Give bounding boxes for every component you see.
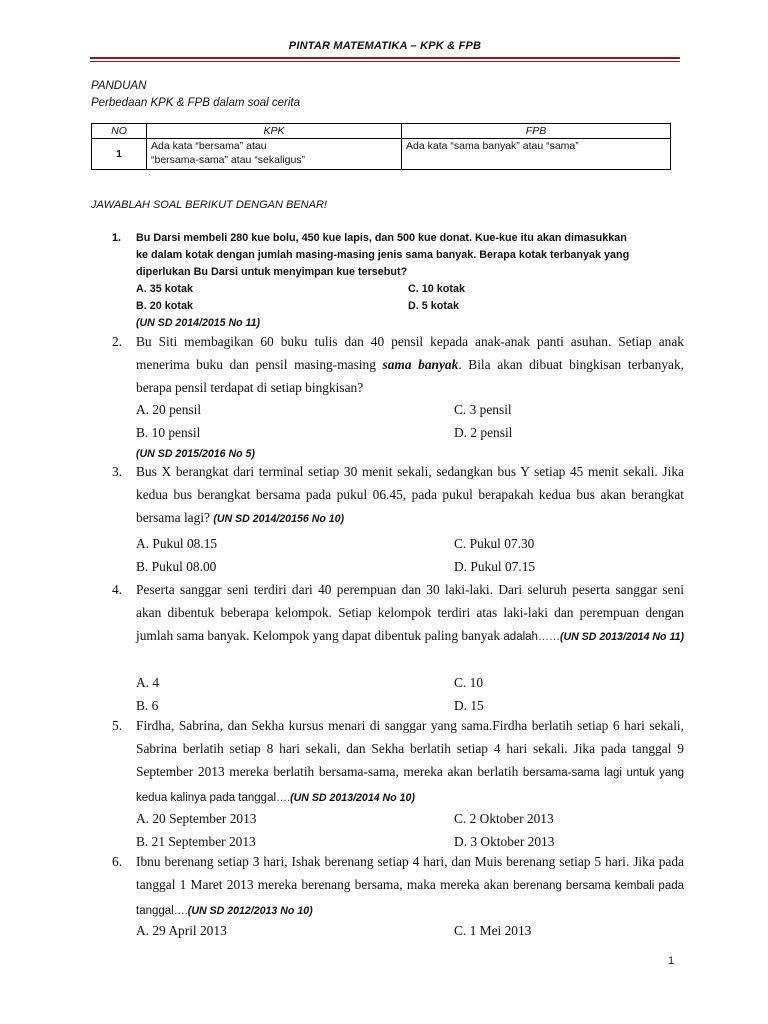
option-c: C. 10 kotak (408, 283, 466, 295)
question-source: (UN SD 2015/2016 No 5) (136, 448, 255, 460)
option-d: D. 3 Oktober 2013 (454, 834, 555, 849)
option-c: C. Pukul 07.30 (454, 536, 535, 551)
guide-subtitle: Perbedaan KPK & FPB dalam soal cerita (91, 97, 301, 109)
question-number: 5. (112, 718, 123, 733)
option-c: C. 10 (454, 675, 484, 690)
option-b: B. 10 pensil (136, 425, 201, 440)
table-header-row (92, 124, 671, 139)
header-rule-thick (90, 57, 680, 59)
question-text (136, 460, 684, 531)
question-text-part: . Bila akan dibuat bingkisan terbanyak, berapa pensil terdapat di setiap bingkisan? (136, 357, 684, 395)
option-a: A. 4 (136, 675, 160, 690)
option-b: B. Pukul 08.00 (136, 559, 217, 574)
kpk-line-2: “bersama-sama” atau “sekaligus” (151, 154, 306, 166)
question-number: 2. (112, 334, 123, 349)
option-d: D. 5 kotak (408, 300, 460, 312)
option-b: B. 21 September 2013 (136, 834, 256, 849)
kpk-fpb-table (91, 123, 671, 170)
table-header-no: NO (92, 124, 147, 139)
option-a: A. 20 pensil (136, 402, 202, 417)
option-c: C. 2 Oktober 2013 (454, 811, 554, 826)
question-source: (UN SD 2013/2014 No 10) (290, 792, 415, 804)
question-dots: …. (276, 792, 291, 804)
question-text (136, 714, 684, 810)
question-number: 3. (112, 464, 123, 479)
question-text-part: Bus X berangkat dari terminal setiap 30 menit sekali, sedangkan bus Y setiap 45 menit sekali. Jika kedua bus berangkat bersama pada pukul 06.45, pada pukul berapakah kedua bus akan berangkat bersama lagi? (136, 464, 684, 525)
table-header-kpk: KPK (147, 124, 402, 139)
emphasis-text: sama banyak (382, 357, 459, 372)
header-rule-thin (90, 61, 680, 62)
question-text-part: Bu Siti membagikan 60 buku tulis dan 40 pensil kepada anak-anak panti asuhan. Setiap anak menerima buku dan pensil masing-masing (136, 334, 684, 372)
instruction: JAWABLAH SOAL BERIKUT DENGAN BENAR! (91, 199, 327, 211)
page-number: 1 (668, 955, 675, 967)
option-b: B. 20 kotak (136, 300, 194, 312)
option-a: A. Pukul 08.15 (136, 536, 218, 551)
question-number: 1. (112, 232, 122, 244)
option-a: A. 20 September 2013 (136, 811, 257, 826)
question-text (136, 330, 684, 399)
question-text-part: Peserta sanggar seni terdiri dari 40 perempuan dan 30 laki-laki. Dari seluruh peserta sanggar seni akan dibentuk beberapa kelompok. Setiap kelompok terdiri atas laki-laki dan perempuan dengan jumlah sama banyak. Kelompok yang dapat dibentuk paling banyak (136, 582, 684, 643)
question-dots: …… (537, 631, 560, 643)
kpk-line-1: Ada kata “bersama” atau (151, 140, 267, 152)
question-number: 6. (112, 854, 123, 869)
question-lead: bersama-sama lagi untuk yang kedua kalinya pada tanggal (136, 767, 685, 804)
table-cell-no: 1 (92, 139, 147, 170)
question-lead: berenang bersama kembali pada tanggal (136, 880, 685, 917)
option-d: D. 15 (454, 698, 484, 713)
option-c: C. 1 Mei 2013 (454, 923, 532, 938)
question-line: ke dalam kotak dengan jumlah masing-masing jenis sama banyak. Berapa kotak terbanyak yang (136, 249, 630, 261)
guide-title: PANDUAN (91, 80, 147, 92)
question-source: (UN SD 2014/2015 No 11) (136, 317, 261, 329)
question-text-part: Firdha, Sabrina, dan Sekha kursus menari di sanggar yang sama.Firdha berlatih setiap 6 hari sekali, Sabrina berlatih setiap 8 hari sekali, dan Sekha berlatih setiap 4 hari sekali. Jika pada tanggal 9 September 2013 mereka berlatih bersama-sama, mereka akan berlatih (136, 718, 684, 779)
table-cell-fpb: Ada kata “sama banyak” atau “sama” (402, 139, 671, 170)
question-source: (UN SD 2013/2014 No 11) (559, 631, 684, 643)
table-cell-kpk (147, 139, 402, 170)
question-dots: …. (173, 905, 188, 917)
question-line: diperlukan Bu Darsi untuk menyimpan kue tersebut? (136, 266, 408, 278)
option-c: C. 3 pensil (454, 402, 512, 417)
question-text (136, 850, 684, 923)
question-line: Bu Darsi membeli 280 kue bolu, 450 kue lapis, dan 500 kue donat. Kue-kue itu akan dimasukkan (136, 232, 627, 244)
option-a: A. 29 April 2013 (136, 923, 227, 938)
question-source: (UN SD 2014/20156 No 10) (213, 513, 345, 525)
question-text (136, 230, 684, 281)
option-d: D. Pukul 07.15 (454, 559, 536, 574)
table-row (92, 139, 671, 170)
page-header: PINTAR MATEMATIKA – KPK & FPB (288, 40, 482, 52)
question-source: (UN SD 2012/2013 No 10) (187, 905, 313, 917)
question-lead: adalah (503, 631, 538, 643)
question-number: 4. (112, 582, 123, 597)
question-text (136, 578, 684, 649)
option-a: A. 35 kotak (136, 283, 194, 295)
option-d: D. 2 pensil (454, 425, 513, 440)
option-b: B. 6 (136, 698, 159, 713)
table-header-fpb: FPB (402, 124, 671, 139)
question-text-part: Ibnu berenang setiap 3 hari, Ishak berenang setiap 4 hari, dan Muis berenang setiap 5 hari. Jika pada tanggal 1 Maret 2013 mereka berenang bersama, maka mereka akan (136, 854, 684, 892)
